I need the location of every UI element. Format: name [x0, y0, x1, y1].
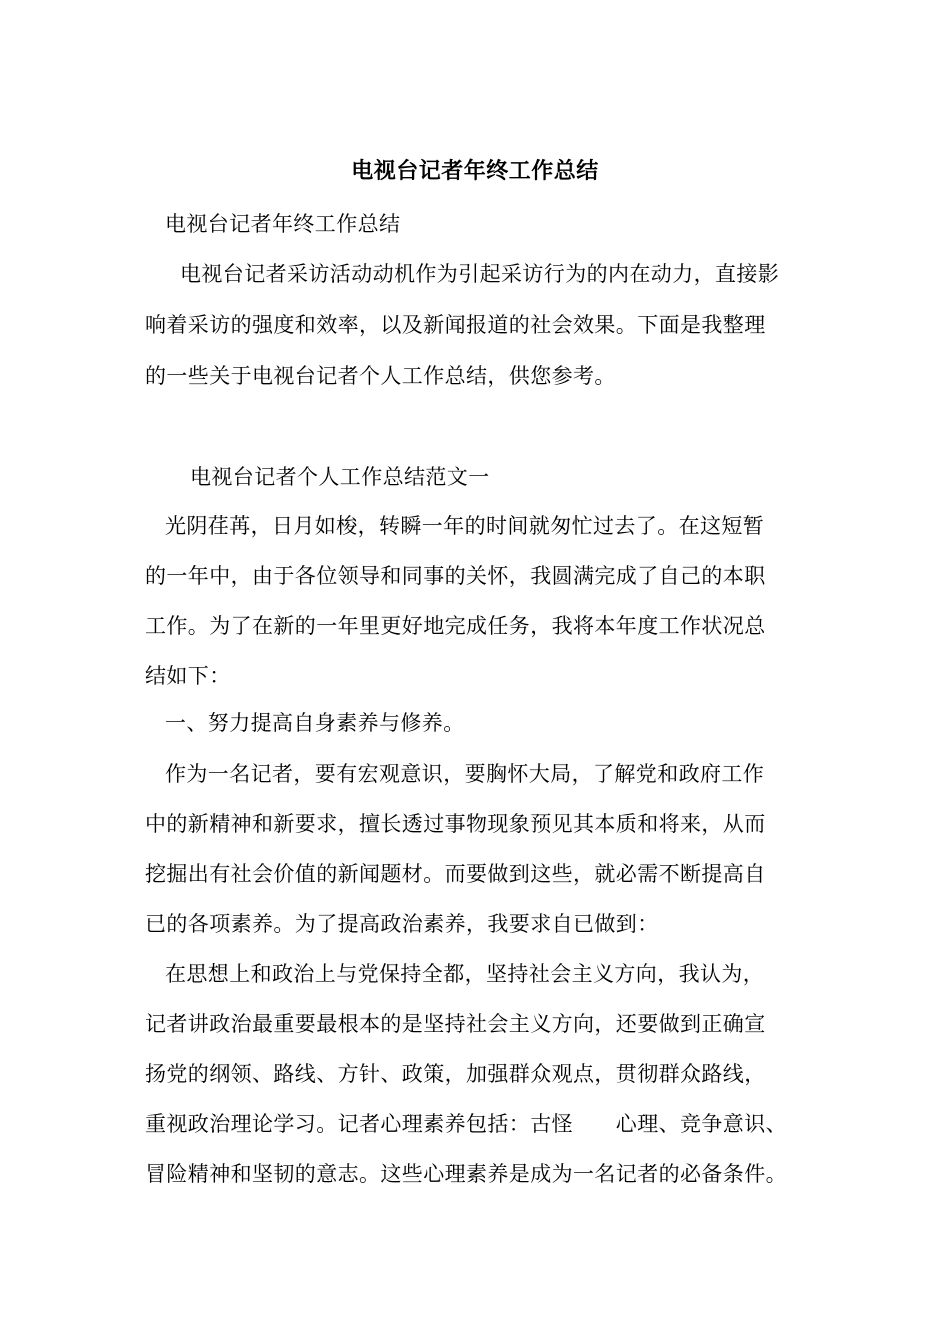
- para2-line-3: 挖掘出有社会价值的新闻题材。而要做到这些，就必需不断提高自: [145, 862, 766, 886]
- para2-line-4: 已的各项素养。为了提高政治素养，我要求自已做到：: [145, 912, 659, 936]
- para1-line-3: 工作。为了在新的一年里更好地完成任务，我将本年度工作状况总: [145, 614, 766, 638]
- section-heading: 电视台记者个人工作总结范文一: [190, 465, 490, 489]
- para2-line-2: 中的新精神和新要求，擅长透过事物现象预见其本质和将来，从而: [145, 812, 766, 836]
- para1-line-4: 结如下：: [145, 664, 231, 688]
- para3-line-4: 重视政治理论学习。记者心理素养包括：古怪 心理、竞争意识、: [145, 1112, 787, 1136]
- para3-line-1: 在思想上和政治上与党保持全都，坚持社会主义方向，我认为，: [165, 962, 765, 986]
- para3-line-2: 记者讲政治最重要最根本的是坚持社会主义方向，还要做到正确宣: [145, 1012, 766, 1036]
- para3-line-5: 冒险精神和坚韧的意志。这些心理素养是成为一名记者的必备条件。: [145, 1162, 787, 1186]
- point-heading-1: 一、努力提高自身素养与修养。: [165, 711, 465, 735]
- para2-line-1: 作为一名记者，要有宏观意识，要胸怀大局，了解党和政府工作: [165, 762, 765, 786]
- para1-line-2: 的一年中，由于各位领导和同事的关怀，我圆满完成了自己的本职: [145, 564, 766, 588]
- para3-line-3: 扬党的纲领、路线、方针、政策，加强群众观点，贯彻群众路线，: [145, 1062, 766, 1086]
- intro-line-2: 响着采访的强度和效率，以及新闻报道的社会效果。下面是我整理: [145, 313, 766, 337]
- intro-line-3: 的一些关于电视台记者个人工作总结，供您参考。: [145, 364, 616, 388]
- document-title: 电视台记者年终工作总结: [351, 158, 599, 184]
- intro-line-1: 电视台记者采访活动动机作为引起采访行为的内在动力，直接影: [180, 262, 780, 286]
- subtitle-line: 电视台记者年终工作总结: [165, 212, 401, 236]
- para1-line-1: 光阴荏苒，日月如梭，转瞬一年的时间就匆忙过去了。在这短暂: [165, 514, 765, 538]
